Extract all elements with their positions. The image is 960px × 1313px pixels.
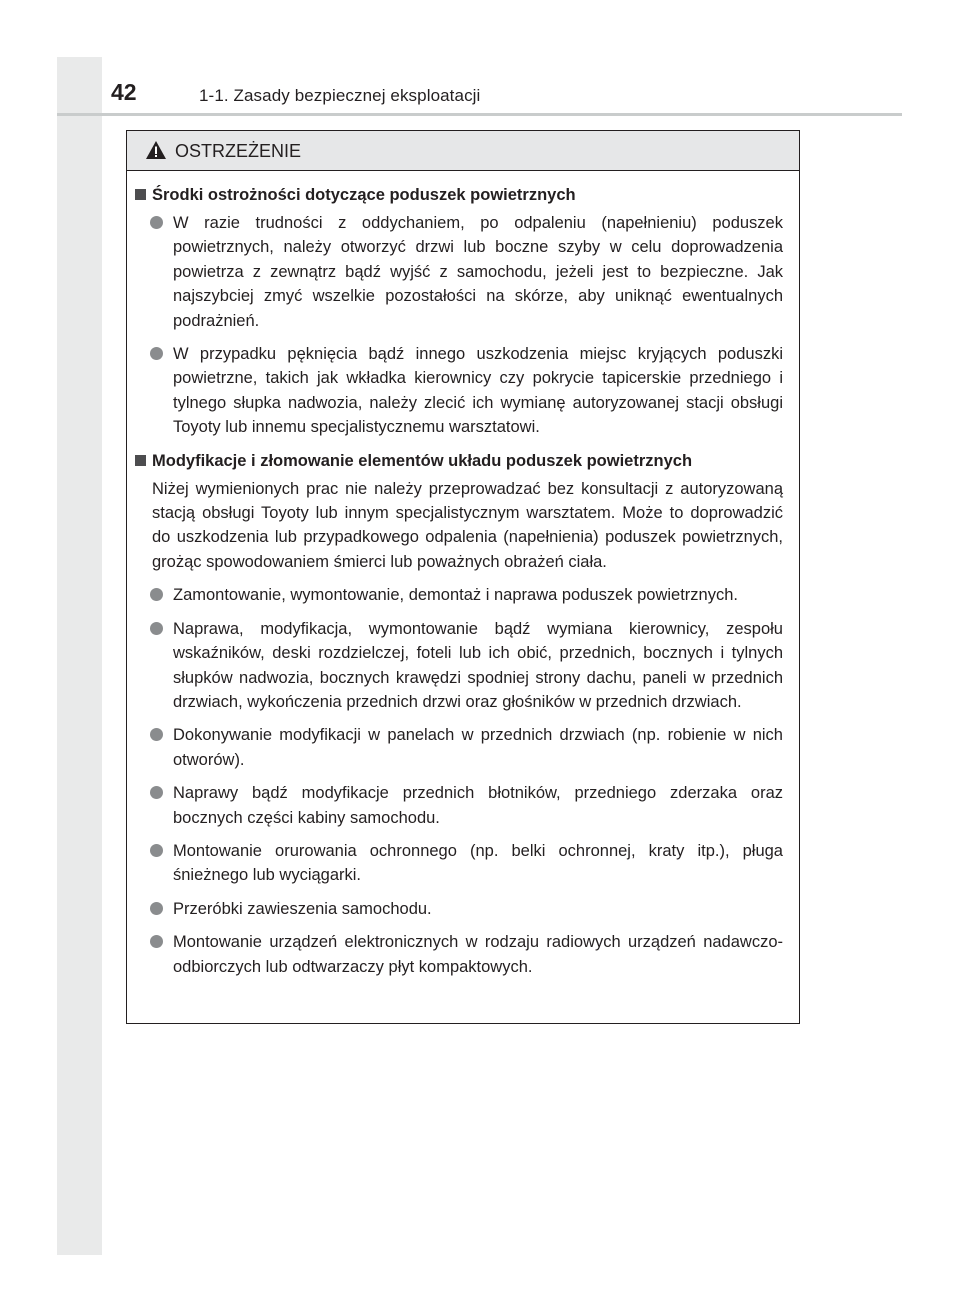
list-item bbox=[135, 583, 783, 607]
warning-box bbox=[126, 130, 800, 1024]
list-item bbox=[135, 211, 783, 333]
section-heading bbox=[135, 449, 783, 473]
section-heading-text: Środki ostrożności dotyczące poduszek powietrznych bbox=[152, 186, 576, 204]
list-item bbox=[135, 342, 783, 440]
section-intro: Niżej wymienionych prac nie należy przeprowadzać bez konsultacji z autoryzowaną stacją obsługi Toyoty lub innym specjalistycznym warsztatem. Może to doprowadzić do uszkodzenia lub przypadkowego odpalenia (napełnienia) poduszek powietrznych, grożąc spowodowaniem śmierci lub poważnych obrażeń ciała. bbox=[152, 479, 783, 571]
round-bullet-icon bbox=[150, 216, 163, 229]
square-bullet-icon bbox=[135, 189, 146, 200]
list-item-text: Zamontowanie, wymontowanie, demontaż i naprawa poduszek powietrznych. bbox=[173, 586, 738, 605]
round-bullet-icon bbox=[150, 588, 163, 601]
round-bullet-icon bbox=[150, 786, 163, 799]
side-strip bbox=[57, 57, 102, 1255]
warning-header bbox=[127, 131, 799, 171]
list-item bbox=[135, 723, 783, 772]
list-item bbox=[135, 897, 783, 921]
list-item-text: Naprawa, modyfikacja, wymontowanie bądź wymiana kierownicy, zespołu wskaźników, deski rozdzielczej, foteli lub ich obić, przednich, bocznych i tylnych słupków nadwozia, bocznych krawędzi spodniej strony dachu, paneli w przednich drzwiach, wykończenia przednich drzwi oraz głośników w przednich drzwiach. bbox=[173, 619, 783, 711]
list-item-text: Montowanie orurowania ochronnego (np. belki ochronnej, kraty itp.), pługa śnieżnego lub wyciągarki. bbox=[173, 841, 783, 885]
section-heading bbox=[135, 183, 783, 207]
list-item-text: Przeróbki zawieszenia samochodu. bbox=[173, 899, 432, 918]
round-bullet-icon bbox=[150, 844, 163, 857]
list-item bbox=[135, 930, 783, 979]
round-bullet-icon bbox=[150, 728, 163, 741]
round-bullet-icon bbox=[150, 622, 163, 635]
round-bullet-icon bbox=[150, 902, 163, 915]
header-divider bbox=[57, 113, 902, 116]
list-item-text: W przypadku pęknięcia bądź innego uszkodzenia miejsc kryjących poduszki powietrzne, takich jak wkładka kierownicy czy pokrycie tapicerskie przedniego i tylnego słupka nadwozia, należy zlecić ich wymianę autoryzowanej stacji obsługi Toyoty lub innemu specjalistycznemu warsztatowi. bbox=[173, 345, 783, 437]
round-bullet-icon bbox=[150, 347, 163, 360]
warning-body bbox=[127, 171, 799, 988]
warning-title: OSTRZEŻENIE bbox=[175, 141, 302, 161]
list-item-text: Naprawy bądź modyfikacje przednich błotników, przedniego zderzaka oraz bocznych części kabiny samochodu. bbox=[173, 784, 783, 827]
list-item-text: Dokonywanie modyfikacji w panelach w przednich drzwiach (np. robienie w nich otworów). bbox=[173, 726, 783, 769]
warning-triangle-icon bbox=[145, 140, 167, 160]
section-heading-text: Modyfikacje i złomowanie elementów układu poduszek powietrznych bbox=[152, 451, 693, 470]
list-item bbox=[135, 839, 783, 888]
list-item bbox=[135, 781, 783, 830]
list-item bbox=[135, 617, 783, 715]
list-item-text: W razie trudności z oddychaniem, po odpaleniu (napełnieniu) poduszek powietrznych, należy otworzyć drzwi lub boczne szyby w celu doprowadzenia powietrza z zewnątrz bądź wyjść z samochodu, jeżeli jest to bezpieczne. Jak najszybciej zmyć wszelkie pozostałości na skórze, aby uniknąć ewentualnych podrażnień. bbox=[173, 214, 783, 330]
list-item-text: Montowanie urządzeń elektronicznych w rodzaju radiowych urządzeń nadawczo-odbiorczych lub odtwarzaczy płyt kompaktowych. bbox=[173, 933, 783, 976]
square-bullet-icon bbox=[135, 455, 146, 466]
chapter-title: 1-1. Zasady bezpiecznej eksploatacji bbox=[199, 86, 481, 105]
round-bullet-icon bbox=[150, 935, 163, 948]
page-number: 42 bbox=[111, 79, 137, 105]
